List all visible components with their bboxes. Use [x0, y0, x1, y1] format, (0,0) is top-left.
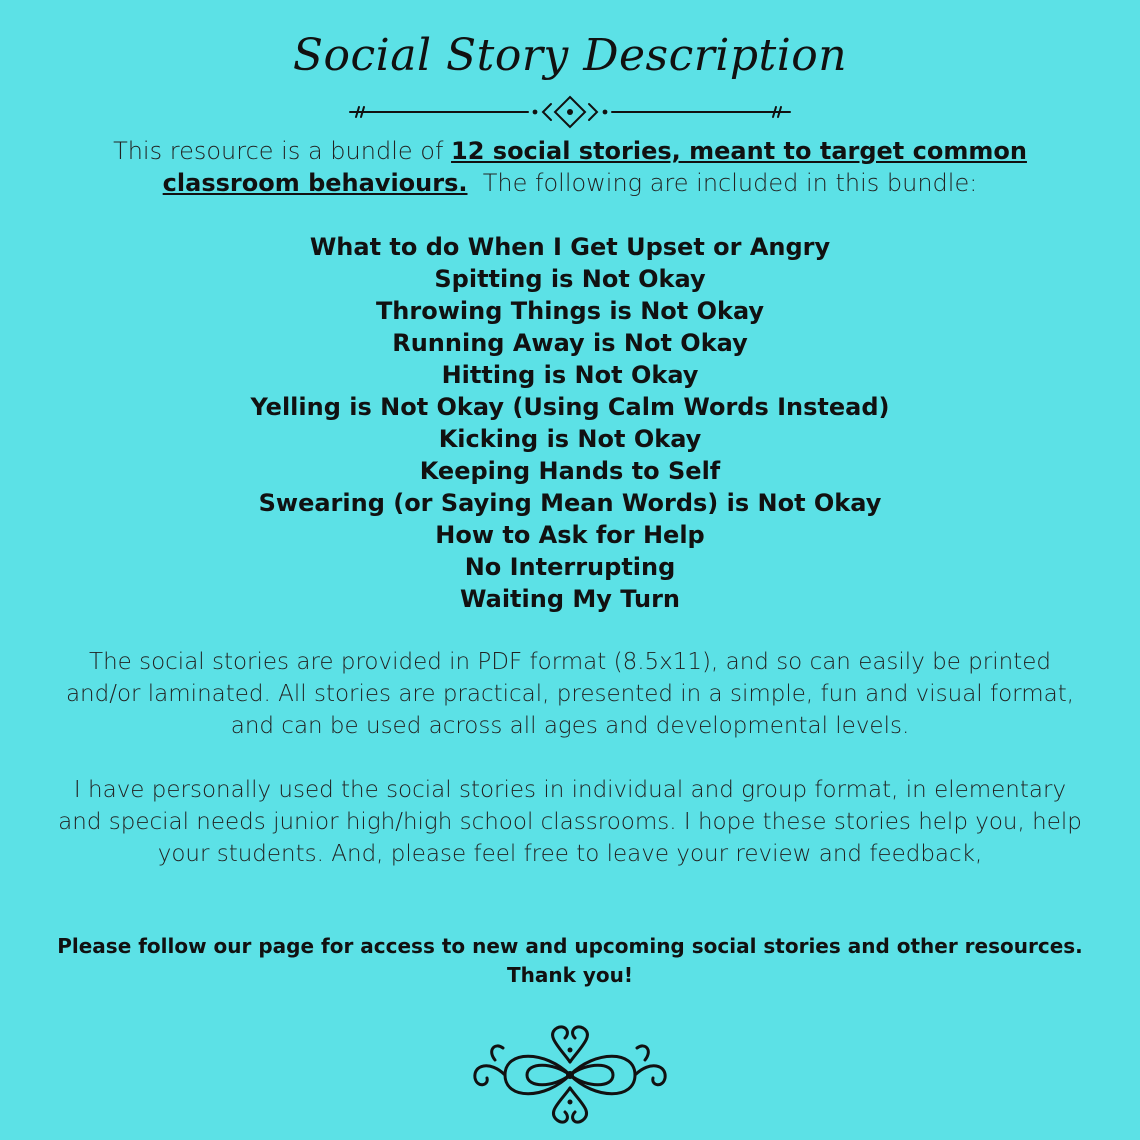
list-item: Spitting is Not Okay	[434, 265, 706, 293]
personal-use-paragraph: I have personally used the social stories in individual and group format, in elementary and special needs junior high/high school classrooms. I hope these stories help you, help your students. And, please feel free to leave your review and feedback,	[58, 777, 1082, 867]
intro-prefix: This resource is a bundle of	[113, 137, 452, 165]
format-paragraph: The social stories are provided in PDF format (8.5x11), and so can easily be printed and/or laminated. All stories are practical, presented in a simple, fun and visual format, and can be used across all ages and developmental levels.	[65, 649, 1075, 739]
list-item: No Interrupting	[464, 553, 676, 581]
intro-suffix: The following are included in this bundle:	[467, 169, 978, 197]
list-item: How to Ask for Help	[435, 521, 705, 549]
story-list	[0, 231, 1140, 615]
list-item: Keeping Hands to Self	[419, 457, 721, 485]
intro-paragraph	[60, 135, 1080, 199]
intro-highlight: 12 social stories, meant to target common classroom behaviours.	[162, 137, 1027, 197]
list-item: What to do When I Get Upset or Angry	[309, 233, 831, 261]
list-item: Running Away is Not Okay	[392, 329, 748, 357]
list-item: Waiting My Turn	[460, 585, 680, 613]
list-item: Kicking is Not Okay	[438, 425, 702, 453]
list-item: Swearing (or Saying Mean Words) is Not Okay	[258, 489, 882, 517]
ornamental-divider-icon	[345, 92, 795, 136]
list-item: Yelling is Not Okay (Using Calm Words Instead)	[250, 393, 890, 421]
thank-you-line: Thank you!	[506, 963, 633, 987]
follow-message	[40, 932, 1100, 990]
page-title: Social Story Description	[292, 30, 848, 81]
list-item: Throwing Things is Not Okay	[375, 297, 765, 325]
scroll-flourish-icon	[465, 1020, 675, 1130]
list-item: Hitting is Not Okay	[441, 361, 699, 389]
follow-line: Please follow our page for access to new and upcoming social stories and other resources.	[57, 934, 1083, 958]
